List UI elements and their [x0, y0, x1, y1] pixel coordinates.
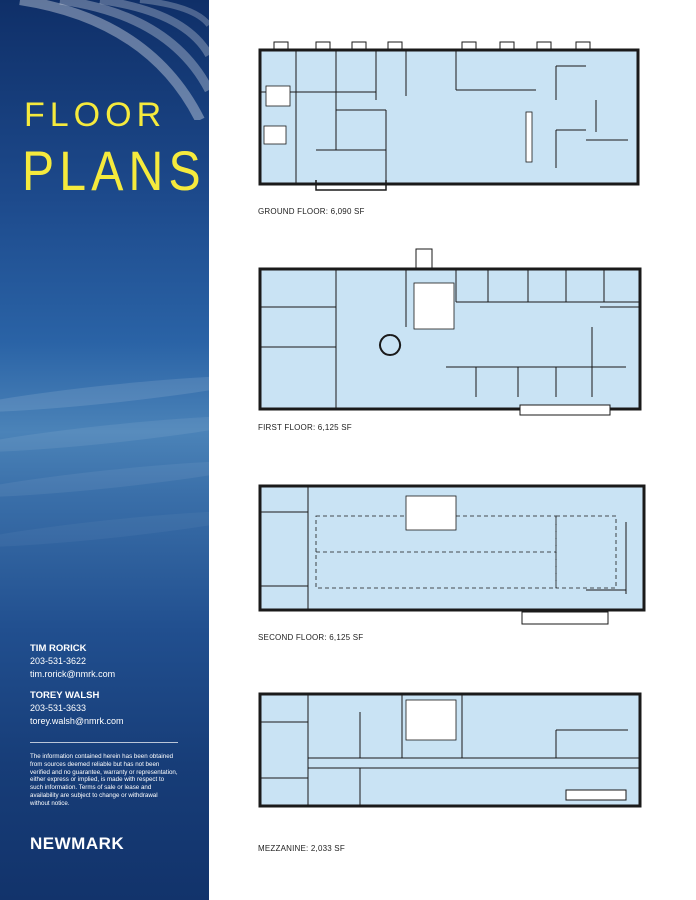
contact-card-2 [30, 689, 124, 728]
title-plans: PLANS [22, 139, 206, 202]
floor-plan-first [256, 247, 656, 417]
contact-phone: 203-531-3633 [30, 703, 87, 713]
contact-name: TIM RORICK [30, 643, 87, 654]
floor-plan-ground [256, 40, 656, 192]
contact-email[interactable]: tim.rorick@nmrk.com [30, 669, 116, 679]
disclaimer-text: The information contained herein has been obtained from sources deemed reliable but has not been verified and no guarantee, warranty or representation, either express or implied, is made with respect to such information. Terms of sale or lease and availability are subject to change or withdrawal without notice. [30, 753, 178, 807]
title-floor: FLOOR [24, 96, 167, 134]
newmark-logo: NEWMARK [30, 834, 125, 853]
floor-label-ground: GROUND FLOOR: 6,090 SF [258, 207, 365, 216]
divider [30, 742, 178, 743]
contact-phone: 203-531-3622 [30, 656, 87, 666]
floor-plan-mezzanine [256, 690, 656, 820]
floor-label-mezzanine: MEZZANINE: 2,033 SF [258, 844, 345, 853]
contact-card-1 [30, 642, 115, 681]
floor-plan-second [256, 482, 656, 630]
sidebar-panel [0, 0, 209, 900]
floor-label-second: SECOND FLOOR: 6,125 SF [258, 633, 364, 642]
floor-label-first: FIRST FLOOR: 6,125 SF [258, 423, 352, 432]
contact-email[interactable]: torey.walsh@nmrk.com [30, 716, 124, 726]
contact-name: TOREY WALSH [30, 690, 100, 701]
